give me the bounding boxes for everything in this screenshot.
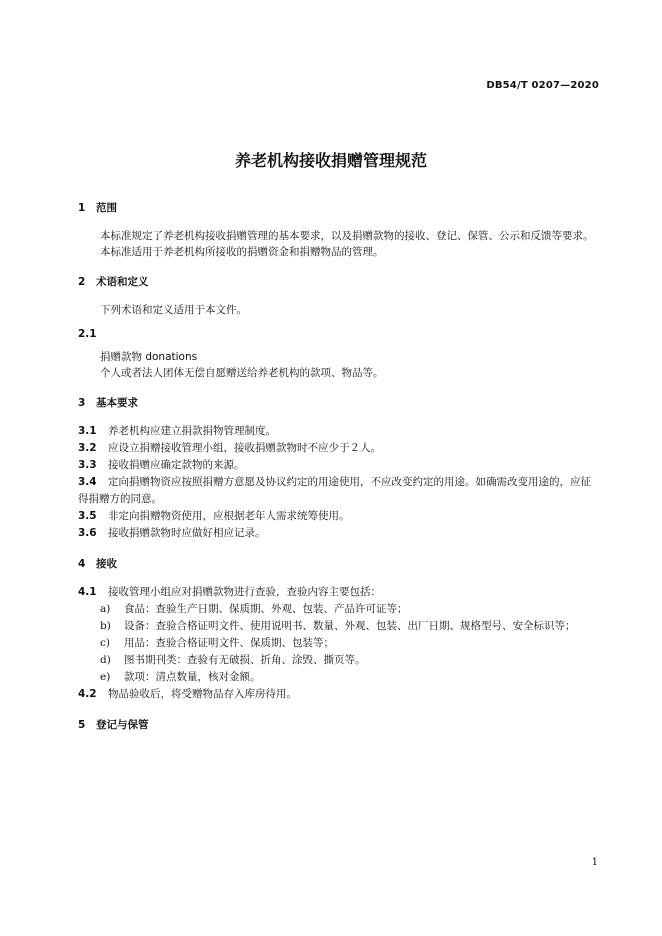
inspection-list	[78, 601, 600, 686]
document-title: 养老机构接收捐赠管理规范	[234, 151, 427, 170]
document-body	[78, 200, 600, 733]
clause-3-5: 3.5 非定向捐赠物资使用，应根据老年人需求统筹使用。	[78, 510, 350, 522]
clause-3-6: 3.6 接收捐赠款物时应做好相应记录。	[78, 527, 266, 539]
section-4-title: 接收	[96, 558, 117, 570]
list-item: d) 图书期刊类：查验有无破损、折角、涂毁、撕页等。	[100, 654, 366, 666]
section-1-number: 1	[78, 202, 86, 214]
section-5-heading	[78, 717, 600, 733]
section-1-heading	[78, 200, 600, 216]
standard-code: DB54/T 0207—2020	[486, 80, 599, 91]
list-item: c) 用品：查验合格证明文件、保质期、包装等；	[100, 637, 334, 649]
section-5-number: 5	[78, 719, 86, 731]
term-number: 2.1	[78, 328, 97, 340]
clause-4-2: 4.2 物品验收后，将受赠物品存入库房待用。	[78, 688, 297, 700]
section-2-title: 术语和定义	[96, 276, 149, 288]
section-3-number: 3	[78, 397, 86, 409]
list-item: a) 食品：查验生产日期、保质期、外观、包装、产品许可证等；	[100, 603, 408, 615]
list-item: b) 设备：查验合格证明文件、使用说明书、数量、外观、包装、出厂日期、规格型号、安全标识等；	[100, 620, 576, 632]
section-2-heading	[78, 274, 600, 290]
term-definition: 个人或者法人团体无偿自愿赠送给养老机构的款项、物品等。	[100, 367, 384, 379]
section-4-heading	[78, 556, 600, 572]
section-1-title: 范围	[96, 202, 117, 214]
clause-3-1: 3.1 养老机构应建立捐款捐物管理制度。	[78, 425, 276, 437]
section-2-paragraph-1: 下列术语和定义适用于本文件。	[100, 304, 247, 316]
section-1-paragraph-2: 本标准适用于养老机构所接收的捐赠资金和捐赠物品的管理。	[100, 246, 384, 258]
clause-3-2: 3.2 应设立捐赠接收管理小组，接收捐赠款物时不应少于２人。	[78, 442, 381, 454]
section-5-title: 登记与保管	[96, 719, 149, 731]
clause-4-1: 4.1 接收管理小组应对捐赠款物进行查验，查验内容主要包括：	[78, 586, 381, 598]
list-item: e) 款项：清点数量，核对金额。	[100, 671, 261, 683]
clause-3-4: 3.4 定向捐赠物资应按照捐赠方意愿及协议约定的用途使用，不应改变约定的用途。如确需改变用途的，应征得捐赠方的同意。	[78, 476, 591, 505]
clause-3-3: 3.3 接收捐赠应确定款物的来源。	[78, 459, 245, 471]
page-number: 1	[591, 857, 598, 868]
section-4-number: 4	[78, 558, 86, 570]
section-3-title: 基本要求	[96, 397, 138, 409]
section-1-paragraph-1: 本标准规定了养老机构接收捐赠管理的基本要求，以及捐赠款物的接收、登记、保管、公示和反馈等要求。	[100, 230, 594, 242]
section-2-number: 2	[78, 276, 86, 288]
term-name: 捐赠款物 donations	[100, 351, 198, 363]
section-3-heading	[78, 395, 600, 411]
